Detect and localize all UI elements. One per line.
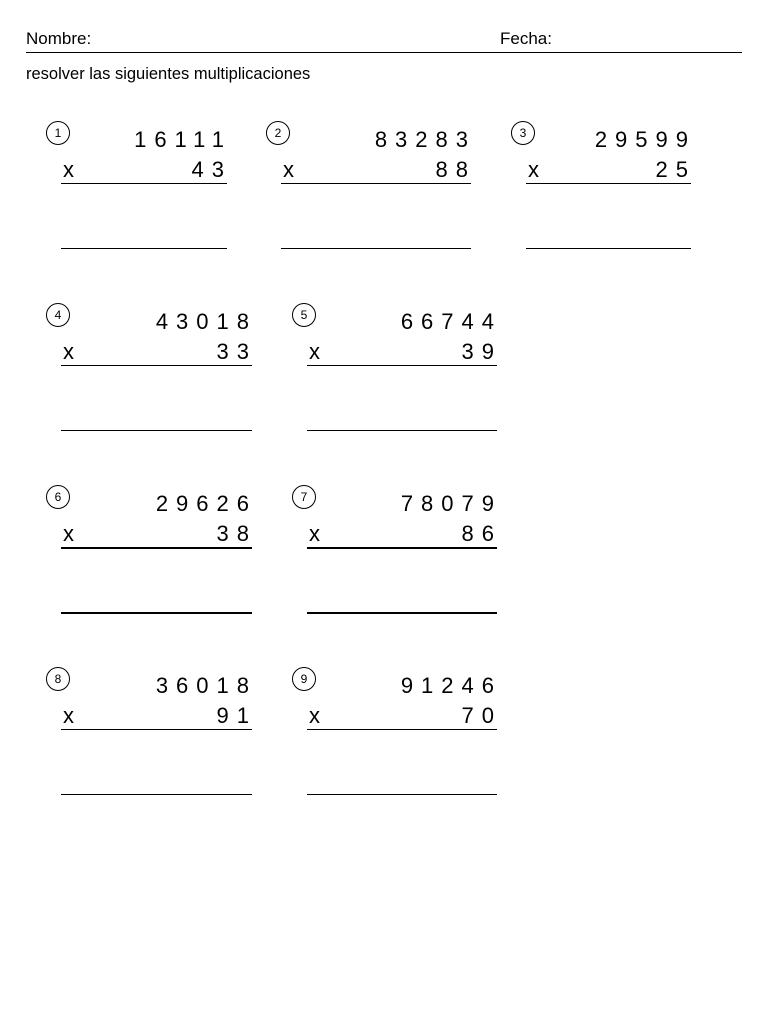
multiplier: 39 <box>461 339 502 364</box>
factor-line <box>61 547 252 549</box>
factor-line <box>61 365 252 366</box>
multiplicand: 78079 <box>400 491 502 516</box>
multiplier: 33 <box>216 339 257 364</box>
multiplicand: 16111 <box>134 127 232 152</box>
times-sign: x <box>309 339 320 364</box>
instructions: resolver las siguientes multiplicaciones <box>26 65 311 83</box>
times-sign: x <box>63 521 74 546</box>
factor-line <box>307 547 497 549</box>
factor-line <box>307 729 497 730</box>
multiplier: 43 <box>191 157 232 182</box>
factor-line <box>281 183 471 184</box>
problem-number-badge: 6 <box>46 485 70 509</box>
answer-line <box>307 794 497 795</box>
answer-line <box>61 248 227 249</box>
problem-number-badge: 3 <box>511 121 535 145</box>
date-label: Fecha: <box>500 29 552 48</box>
answer-line <box>307 430 497 431</box>
times-sign: x <box>309 703 320 728</box>
multiplicand: 29626 <box>155 491 257 516</box>
answer-line <box>526 248 691 249</box>
multiplier: 70 <box>461 703 502 728</box>
factor-line <box>526 183 691 184</box>
multiplicand: 29599 <box>594 127 696 152</box>
times-sign: x <box>63 703 74 728</box>
factor-line <box>61 729 252 730</box>
times-sign: x <box>528 157 539 182</box>
times-sign: x <box>309 521 320 546</box>
problem-number-badge: 8 <box>46 667 70 691</box>
multiplier: 91 <box>216 703 257 728</box>
problem-number-badge: 1 <box>46 121 70 145</box>
problem-number-badge: 4 <box>46 303 70 327</box>
factor-line <box>61 183 227 184</box>
answer-line <box>61 430 252 431</box>
multiplier: 86 <box>461 521 502 546</box>
problem-number-badge: 9 <box>292 667 316 691</box>
times-sign: x <box>63 157 74 182</box>
multiplicand: 91246 <box>400 673 502 698</box>
answer-line <box>61 612 252 614</box>
multiplier: 25 <box>655 157 696 182</box>
problem-number-badge: 2 <box>266 121 290 145</box>
times-sign: x <box>63 339 74 364</box>
multiplicand: 36018 <box>155 673 257 698</box>
problem-number-badge: 7 <box>292 485 316 509</box>
answer-line <box>281 248 471 249</box>
problem-number-badge: 5 <box>292 303 316 327</box>
answer-line <box>61 794 252 795</box>
factor-line <box>307 365 497 366</box>
name-label: Nombre: <box>26 29 92 48</box>
multiplicand: 83283 <box>374 127 476 152</box>
times-sign: x <box>283 157 294 182</box>
multiplier: 38 <box>216 521 257 546</box>
header-row <box>26 28 742 53</box>
multiplicand: 66744 <box>400 309 502 334</box>
multiplier: 88 <box>435 157 476 182</box>
multiplicand: 43018 <box>155 309 257 334</box>
answer-line <box>307 612 497 614</box>
